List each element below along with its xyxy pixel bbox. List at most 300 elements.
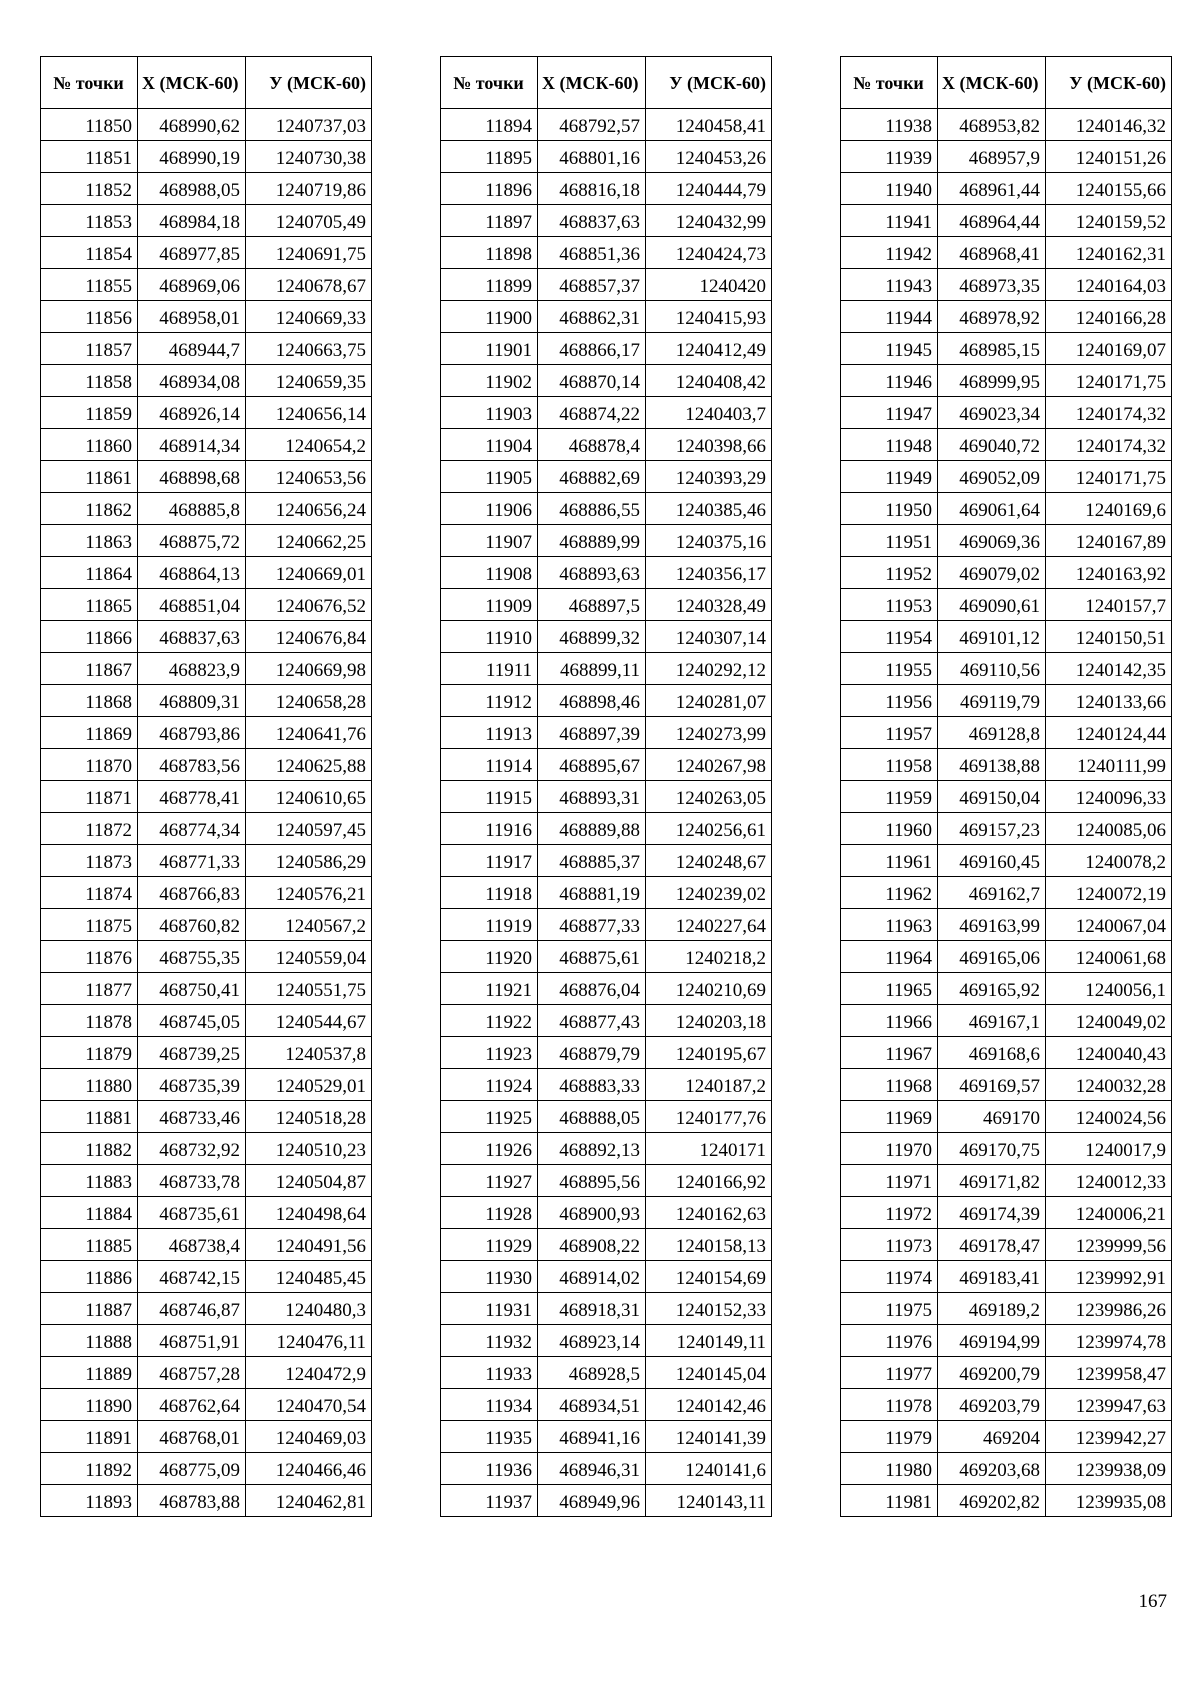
- x-coordinate-cell: 468783,88: [138, 1485, 246, 1517]
- point-number-cell: 11976: [841, 1325, 938, 1357]
- y-coordinate-cell: 1240162,31: [1046, 237, 1172, 269]
- point-number-cell: 11977: [841, 1357, 938, 1389]
- table-row: [841, 653, 1172, 685]
- point-number-cell: 11909: [441, 589, 538, 621]
- table-row: [441, 813, 772, 845]
- table-row: [841, 1229, 1172, 1261]
- y-coordinate-cell: 1240641,76: [246, 717, 372, 749]
- point-number-cell: 11973: [841, 1229, 938, 1261]
- y-coordinate-cell: 1240663,75: [246, 333, 372, 365]
- x-coordinate-cell: 468990,19: [138, 141, 246, 173]
- point-number-cell: 11903: [441, 397, 538, 429]
- y-coordinate-cell: 1240154,69: [646, 1261, 772, 1293]
- table-row: [441, 301, 772, 333]
- x-coordinate-cell: 468877,33: [538, 909, 646, 941]
- x-coordinate-cell: 468878,4: [538, 429, 646, 461]
- y-coordinate-cell: 1240281,07: [646, 685, 772, 717]
- point-number-cell: 11972: [841, 1197, 938, 1229]
- table-row: [41, 1261, 372, 1293]
- y-coordinate-cell: 1240415,93: [646, 301, 772, 333]
- point-number-cell: 11904: [441, 429, 538, 461]
- x-coordinate-cell: 469040,72: [938, 429, 1046, 461]
- y-coordinate-cell: 1240166,28: [1046, 301, 1172, 333]
- x-coordinate-cell: 468739,25: [138, 1037, 246, 1069]
- table-row: [41, 749, 372, 781]
- y-coordinate-cell: 1240171: [646, 1133, 772, 1165]
- x-coordinate-cell: 468990,62: [138, 109, 246, 141]
- y-coordinate-cell: 1239947,63: [1046, 1389, 1172, 1421]
- table-row: [441, 397, 772, 429]
- table-body: [41, 109, 372, 1517]
- y-coordinate-cell: 1240469,03: [246, 1421, 372, 1453]
- y-coordinate-cell: 1240567,2: [246, 909, 372, 941]
- point-number-cell: 11911: [441, 653, 538, 685]
- table-row: [41, 621, 372, 653]
- x-coordinate-cell: 468934,51: [538, 1389, 646, 1421]
- table-row: [841, 1261, 1172, 1293]
- point-number-cell: 11872: [41, 813, 138, 845]
- table-row: [841, 845, 1172, 877]
- y-coordinate-cell: 1240167,89: [1046, 525, 1172, 557]
- y-coordinate-cell: 1240146,32: [1046, 109, 1172, 141]
- table-row: [41, 269, 372, 301]
- y-coordinate-cell: 1240385,46: [646, 493, 772, 525]
- x-coordinate-cell: 469165,92: [938, 973, 1046, 1005]
- point-number-cell: 11919: [441, 909, 538, 941]
- x-coordinate-cell: 468771,33: [138, 845, 246, 877]
- table-row: [441, 1165, 772, 1197]
- x-coordinate-cell: 468742,15: [138, 1261, 246, 1293]
- point-number-cell: 11901: [441, 333, 538, 365]
- point-number-cell: 11923: [441, 1037, 538, 1069]
- x-coordinate-cell: 468984,18: [138, 205, 246, 237]
- table-row: [441, 973, 772, 1005]
- y-coordinate-cell: 1240218,2: [646, 941, 772, 973]
- y-coordinate-cell: 1240393,29: [646, 461, 772, 493]
- table-row: [441, 1101, 772, 1133]
- point-number-cell: 11965: [841, 973, 938, 1005]
- y-coordinate-cell: 1240166,92: [646, 1165, 772, 1197]
- x-coordinate-cell: 468928,5: [538, 1357, 646, 1389]
- table-row: [841, 1293, 1172, 1325]
- y-coordinate-cell: 1240653,56: [246, 461, 372, 493]
- table-row: [441, 237, 772, 269]
- x-coordinate-cell: 469168,6: [938, 1037, 1046, 1069]
- table-row: [441, 333, 772, 365]
- point-number-cell: 11876: [41, 941, 138, 973]
- header-y-coordinate: У (МСК-60): [246, 57, 372, 109]
- y-coordinate-cell: 1240263,05: [646, 781, 772, 813]
- table-row: [41, 1421, 372, 1453]
- table-row: [41, 173, 372, 205]
- table-row: [441, 877, 772, 909]
- x-coordinate-cell: 468978,92: [938, 301, 1046, 333]
- x-coordinate-cell: 468889,88: [538, 813, 646, 845]
- table-row: [841, 493, 1172, 525]
- y-coordinate-cell: 1240157,7: [1046, 589, 1172, 621]
- table-row: [441, 1293, 772, 1325]
- y-coordinate-cell: 1240656,14: [246, 397, 372, 429]
- x-coordinate-cell: 468851,04: [138, 589, 246, 621]
- y-coordinate-cell: 1240174,32: [1046, 397, 1172, 429]
- x-coordinate-cell: 468768,01: [138, 1421, 246, 1453]
- point-number-cell: 11910: [441, 621, 538, 653]
- table-row: [441, 941, 772, 973]
- y-coordinate-cell: 1240328,49: [646, 589, 772, 621]
- table-row: [841, 525, 1172, 557]
- table-row: [41, 909, 372, 941]
- x-coordinate-cell: 468877,43: [538, 1005, 646, 1037]
- y-coordinate-cell: 1240078,2: [1046, 845, 1172, 877]
- x-coordinate-cell: 469157,23: [938, 813, 1046, 845]
- y-coordinate-cell: 1240669,33: [246, 301, 372, 333]
- table-row: [41, 525, 372, 557]
- x-coordinate-cell: 468733,46: [138, 1101, 246, 1133]
- y-coordinate-cell: 1240658,28: [246, 685, 372, 717]
- y-coordinate-cell: 1240466,46: [246, 1453, 372, 1485]
- x-coordinate-cell: 468949,96: [538, 1485, 646, 1517]
- table-row: [441, 1229, 772, 1261]
- y-coordinate-cell: 1240061,68: [1046, 941, 1172, 973]
- y-coordinate-cell: 1239974,78: [1046, 1325, 1172, 1357]
- y-coordinate-cell: 1240267,98: [646, 749, 772, 781]
- point-number-cell: 11920: [441, 941, 538, 973]
- point-number-cell: 11934: [441, 1389, 538, 1421]
- y-coordinate-cell: 1239958,47: [1046, 1357, 1172, 1389]
- y-coordinate-cell: 1240597,45: [246, 813, 372, 845]
- point-number-cell: 11935: [441, 1421, 538, 1453]
- x-coordinate-cell: 469203,68: [938, 1453, 1046, 1485]
- y-coordinate-cell: 1240470,54: [246, 1389, 372, 1421]
- y-coordinate-cell: 1239942,27: [1046, 1421, 1172, 1453]
- table-row: [41, 557, 372, 589]
- table-row: [841, 173, 1172, 205]
- x-coordinate-cell: 469200,79: [938, 1357, 1046, 1389]
- point-number-cell: 11853: [41, 205, 138, 237]
- x-coordinate-cell: 468953,82: [938, 109, 1046, 141]
- point-number-cell: 11956: [841, 685, 938, 717]
- point-number-cell: 11871: [41, 781, 138, 813]
- point-number-cell: 11924: [441, 1069, 538, 1101]
- point-number-cell: 11891: [41, 1421, 138, 1453]
- y-coordinate-cell: 1240356,17: [646, 557, 772, 589]
- y-coordinate-cell: 1240659,35: [246, 365, 372, 397]
- y-coordinate-cell: 1240375,16: [646, 525, 772, 557]
- table-row: [41, 781, 372, 813]
- table-row: [41, 845, 372, 877]
- x-coordinate-cell: 468801,16: [538, 141, 646, 173]
- x-coordinate-cell: 469163,99: [938, 909, 1046, 941]
- table-body: [441, 109, 772, 1517]
- table-row: [441, 685, 772, 717]
- table-row: [41, 1229, 372, 1261]
- table-row: [41, 941, 372, 973]
- y-coordinate-cell: 1239999,56: [1046, 1229, 1172, 1261]
- y-coordinate-cell: 1240654,2: [246, 429, 372, 461]
- y-coordinate-cell: 1240625,88: [246, 749, 372, 781]
- x-coordinate-cell: 468875,61: [538, 941, 646, 973]
- table-row: [41, 301, 372, 333]
- y-coordinate-cell: 1240730,38: [246, 141, 372, 173]
- point-number-cell: 11896: [441, 173, 538, 205]
- table-row: [841, 813, 1172, 845]
- x-coordinate-cell: 468885,8: [138, 493, 246, 525]
- y-coordinate-cell: 1240012,33: [1046, 1165, 1172, 1197]
- y-coordinate-cell: 1240032,28: [1046, 1069, 1172, 1101]
- coordinates-table-3: [840, 56, 1172, 1517]
- x-coordinate-cell: 468897,5: [538, 589, 646, 621]
- y-coordinate-cell: 1240056,1: [1046, 973, 1172, 1005]
- x-coordinate-cell: 468968,41: [938, 237, 1046, 269]
- point-number-cell: 11878: [41, 1005, 138, 1037]
- table-row: [441, 205, 772, 237]
- table-row: [441, 141, 772, 173]
- x-coordinate-cell: 468746,87: [138, 1293, 246, 1325]
- table-row: [841, 397, 1172, 429]
- point-number-cell: 11947: [841, 397, 938, 429]
- table-row: [41, 205, 372, 237]
- table-row: [41, 461, 372, 493]
- y-coordinate-cell: 1240432,99: [646, 205, 772, 237]
- x-coordinate-cell: 469101,12: [938, 621, 1046, 653]
- table-row: [841, 205, 1172, 237]
- table-row: [841, 1453, 1172, 1485]
- table-row: [841, 973, 1172, 1005]
- x-coordinate-cell: 469204: [938, 1421, 1046, 1453]
- table-row: [41, 1453, 372, 1485]
- table-row: [41, 1165, 372, 1197]
- table-row: [841, 685, 1172, 717]
- table-row: [441, 1453, 772, 1485]
- table-row: [441, 173, 772, 205]
- y-coordinate-cell: 1240476,11: [246, 1325, 372, 1357]
- x-coordinate-cell: 468964,44: [938, 205, 1046, 237]
- header-point-number: № точки: [441, 57, 538, 109]
- point-number-cell: 11928: [441, 1197, 538, 1229]
- x-coordinate-cell: 469169,57: [938, 1069, 1046, 1101]
- point-number-cell: 11954: [841, 621, 938, 653]
- x-coordinate-cell: 469167,1: [938, 1005, 1046, 1037]
- x-coordinate-cell: 469170,75: [938, 1133, 1046, 1165]
- x-coordinate-cell: 468934,08: [138, 365, 246, 397]
- point-number-cell: 11883: [41, 1165, 138, 1197]
- x-coordinate-cell: 468883,33: [538, 1069, 646, 1101]
- y-coordinate-cell: 1240273,99: [646, 717, 772, 749]
- point-number-cell: 11953: [841, 589, 938, 621]
- x-coordinate-cell: 468958,01: [138, 301, 246, 333]
- point-number-cell: 11854: [41, 237, 138, 269]
- point-number-cell: 11946: [841, 365, 938, 397]
- table-row: [441, 1421, 772, 1453]
- x-coordinate-cell: 468762,64: [138, 1389, 246, 1421]
- table-row: [841, 301, 1172, 333]
- point-number-cell: 11932: [441, 1325, 538, 1357]
- x-coordinate-cell: 469165,06: [938, 941, 1046, 973]
- y-coordinate-cell: 1240150,51: [1046, 621, 1172, 653]
- point-number-cell: 11969: [841, 1101, 938, 1133]
- table-row: [41, 1357, 372, 1389]
- table-row: [441, 461, 772, 493]
- y-coordinate-cell: 1240133,66: [1046, 685, 1172, 717]
- table-row: [41, 429, 372, 461]
- y-coordinate-cell: 1240586,29: [246, 845, 372, 877]
- point-number-cell: 11927: [441, 1165, 538, 1197]
- x-coordinate-cell: 468881,19: [538, 877, 646, 909]
- table-row: [441, 557, 772, 589]
- table-row: [441, 1485, 772, 1517]
- point-number-cell: 11855: [41, 269, 138, 301]
- coordinates-table-1: [40, 56, 372, 1517]
- y-coordinate-cell: 1240162,63: [646, 1197, 772, 1229]
- point-number-cell: 11902: [441, 365, 538, 397]
- point-number-cell: 11939: [841, 141, 938, 173]
- table-row: [841, 1357, 1172, 1389]
- header-y-coordinate: У (МСК-60): [646, 57, 772, 109]
- y-coordinate-cell: 1239992,91: [1046, 1261, 1172, 1293]
- point-number-cell: 11893: [41, 1485, 138, 1517]
- x-coordinate-cell: 468733,78: [138, 1165, 246, 1197]
- table-row: [441, 525, 772, 557]
- y-coordinate-cell: 1240458,41: [646, 109, 772, 141]
- table-row: [441, 1389, 772, 1421]
- x-coordinate-cell: 468809,31: [138, 685, 246, 717]
- header-point-number: № точки: [41, 57, 138, 109]
- table-row: [841, 781, 1172, 813]
- point-number-cell: 11860: [41, 429, 138, 461]
- x-coordinate-cell: 468876,04: [538, 973, 646, 1005]
- point-number-cell: 11850: [41, 109, 138, 141]
- y-coordinate-cell: 1240203,18: [646, 1005, 772, 1037]
- table-row: [841, 621, 1172, 653]
- x-coordinate-cell: 468783,56: [138, 749, 246, 781]
- point-number-cell: 11948: [841, 429, 938, 461]
- y-coordinate-cell: 1240145,04: [646, 1357, 772, 1389]
- y-coordinate-cell: 1240096,33: [1046, 781, 1172, 813]
- table-row: [41, 717, 372, 749]
- table-row: [841, 109, 1172, 141]
- x-coordinate-cell: 468816,18: [538, 173, 646, 205]
- x-coordinate-cell: 469128,8: [938, 717, 1046, 749]
- table-row: [41, 1325, 372, 1357]
- x-coordinate-cell: 468892,13: [538, 1133, 646, 1165]
- x-coordinate-cell: 468944,7: [138, 333, 246, 365]
- table-row: [841, 1101, 1172, 1133]
- table-header-row: [841, 57, 1172, 109]
- point-number-cell: 11857: [41, 333, 138, 365]
- y-coordinate-cell: 1240210,69: [646, 973, 772, 1005]
- table-row: [441, 1037, 772, 1069]
- point-number-cell: 11865: [41, 589, 138, 621]
- y-coordinate-cell: 1240163,92: [1046, 557, 1172, 589]
- point-number-cell: 11936: [441, 1453, 538, 1485]
- table-row: [441, 717, 772, 749]
- x-coordinate-cell: 468851,36: [538, 237, 646, 269]
- x-coordinate-cell: 469023,34: [938, 397, 1046, 429]
- point-number-cell: 11887: [41, 1293, 138, 1325]
- y-coordinate-cell: 1240424,73: [646, 237, 772, 269]
- y-coordinate-cell: 1240307,14: [646, 621, 772, 653]
- x-coordinate-cell: 468899,11: [538, 653, 646, 685]
- y-coordinate-cell: 1240610,65: [246, 781, 372, 813]
- x-coordinate-cell: 468775,09: [138, 1453, 246, 1485]
- table-row: [441, 621, 772, 653]
- table-row: [841, 237, 1172, 269]
- point-number-cell: 11897: [441, 205, 538, 237]
- y-coordinate-cell: 1240195,67: [646, 1037, 772, 1069]
- x-coordinate-cell: 468941,16: [538, 1421, 646, 1453]
- y-coordinate-cell: 1240151,26: [1046, 141, 1172, 173]
- x-coordinate-cell: 468946,31: [538, 1453, 646, 1485]
- x-coordinate-cell: 468757,28: [138, 1357, 246, 1389]
- x-coordinate-cell: 468738,4: [138, 1229, 246, 1261]
- table-header-row: [441, 57, 772, 109]
- y-coordinate-cell: 1240177,76: [646, 1101, 772, 1133]
- x-coordinate-cell: 468792,57: [538, 109, 646, 141]
- y-coordinate-cell: 1240529,01: [246, 1069, 372, 1101]
- point-number-cell: 11917: [441, 845, 538, 877]
- point-number-cell: 11906: [441, 493, 538, 525]
- table-row: [441, 429, 772, 461]
- y-coordinate-cell: 1240398,66: [646, 429, 772, 461]
- point-number-cell: 11930: [441, 1261, 538, 1293]
- point-number-cell: 11925: [441, 1101, 538, 1133]
- y-coordinate-cell: 1240656,24: [246, 493, 372, 525]
- point-number-cell: 11955: [841, 653, 938, 685]
- table-row: [441, 493, 772, 525]
- point-number-cell: 11968: [841, 1069, 938, 1101]
- y-coordinate-cell: 1240187,2: [646, 1069, 772, 1101]
- table-row: [441, 1197, 772, 1229]
- y-coordinate-cell: 1240174,32: [1046, 429, 1172, 461]
- point-number-cell: 11961: [841, 845, 938, 877]
- y-coordinate-cell: 1240676,84: [246, 621, 372, 653]
- point-number-cell: 11868: [41, 685, 138, 717]
- point-number-cell: 11971: [841, 1165, 938, 1197]
- y-coordinate-cell: 1240171,75: [1046, 365, 1172, 397]
- x-coordinate-cell: 468774,34: [138, 813, 246, 845]
- x-coordinate-cell: 468751,91: [138, 1325, 246, 1357]
- table-row: [41, 397, 372, 429]
- x-coordinate-cell: 468888,05: [538, 1101, 646, 1133]
- x-coordinate-cell: 468889,99: [538, 525, 646, 557]
- y-coordinate-cell: 1240669,01: [246, 557, 372, 589]
- y-coordinate-cell: 1240155,66: [1046, 173, 1172, 205]
- y-coordinate-cell: 1240408,42: [646, 365, 772, 397]
- table-row: [841, 589, 1172, 621]
- table-row: [841, 749, 1172, 781]
- x-coordinate-cell: 468882,69: [538, 461, 646, 493]
- point-number-cell: 11926: [441, 1133, 538, 1165]
- y-coordinate-cell: 1239986,26: [1046, 1293, 1172, 1325]
- point-number-cell: 11895: [441, 141, 538, 173]
- y-coordinate-cell: 1240498,64: [246, 1197, 372, 1229]
- y-coordinate-cell: 1240662,25: [246, 525, 372, 557]
- x-coordinate-cell: 468866,17: [538, 333, 646, 365]
- point-number-cell: 11922: [441, 1005, 538, 1037]
- table-body: [841, 109, 1172, 1517]
- x-coordinate-cell: 468969,06: [138, 269, 246, 301]
- table-row: [841, 461, 1172, 493]
- point-number-cell: 11867: [41, 653, 138, 685]
- x-coordinate-cell: 468879,79: [538, 1037, 646, 1069]
- table-row: [41, 1005, 372, 1037]
- x-coordinate-cell: 469203,79: [938, 1389, 1046, 1421]
- x-coordinate-cell: 469079,02: [938, 557, 1046, 589]
- point-number-cell: 11859: [41, 397, 138, 429]
- y-coordinate-cell: 1240024,56: [1046, 1101, 1172, 1133]
- point-number-cell: 11931: [441, 1293, 538, 1325]
- x-coordinate-cell: 469170: [938, 1101, 1046, 1133]
